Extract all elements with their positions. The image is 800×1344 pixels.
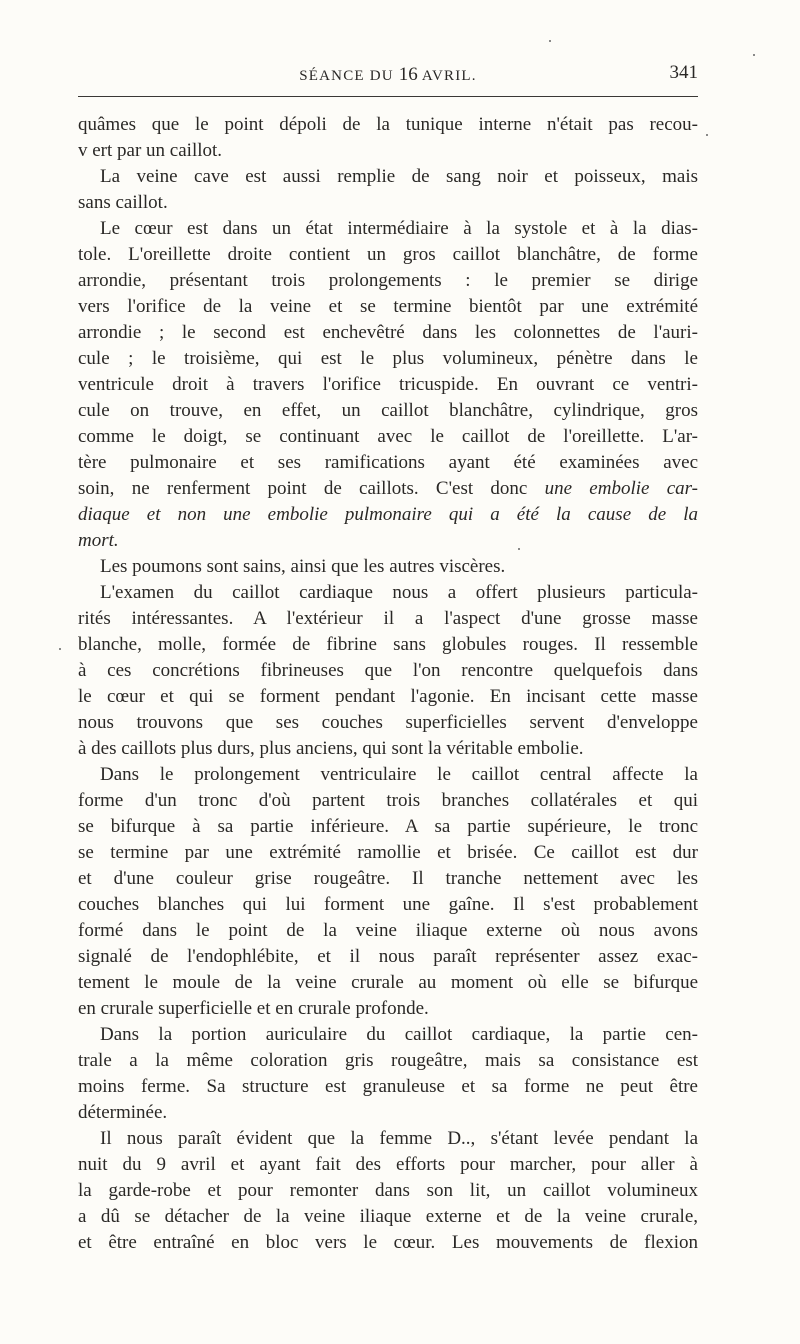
text-line: cule ; le troisième, qui est le plus volumineux, pénètre dans le [78,348,698,369]
text-line: forme d'un tronc d'où partent trois branches collatérales et qui [78,790,698,811]
text-line: la garde-robe et pour remonter dans son lit, un caillot volumineux [78,1180,698,1201]
text-line: Les poumons sont sains, ainsi que les autres viscères. [100,556,506,577]
page-number: 341 [669,62,698,83]
speck-mark [59,648,61,650]
text-line: Dans le prolongement ventriculaire le caillot central affecte la [100,764,698,785]
running-title [78,64,698,86]
body-text [78,112,698,1256]
text-line: Le cœur est dans un état intermédiaire à la systole et à la dias- [100,218,698,239]
text-line: quâmes que le point dépoli de la tunique interne n'était pas recou- [78,114,698,135]
text-line [78,476,698,502]
text-line: déterminée. [78,1102,168,1123]
italic-line: diaque et non une embolie pulmonaire qui a été la cause de la [78,504,698,525]
text-line: couches blanches qui lui forment une gaîne. Il s'est probablement [78,894,698,915]
text-line: Dans la portion auriculaire du caillot cardiaque, la partie cen- [100,1024,698,1045]
text-line: arrondie, présentant trois prolongements : le premier se dirige [78,270,698,291]
text-line: ventricule droit à travers l'orifice tricuspide. En ouvrant ce ventri- [78,374,698,395]
italic-line: mort. [78,530,119,551]
title-day: 16 [398,64,418,85]
text-line: se termine par une extrémité ramollie et brisée. Ce caillot est dur [78,842,698,863]
text-line: tole. L'oreillette droite contient un gros caillot blanchâtre, de forme [78,244,698,265]
title-suffix: AVRIL. [417,68,477,84]
text-line: et d'une couleur grise rougeâtre. Il tranche nettement avec les [78,868,698,889]
title-prefix: SÉANCE DU [299,68,399,84]
text-line: comme le doigt, se continuant avec le caillot de l'oreillette. L'ar- [78,426,698,447]
text-line: v ert par un caillot. [78,140,223,161]
text-line: vers l'orifice de la veine et se termine bientôt par une extrémité [78,296,698,317]
header-rule [78,96,698,97]
text-line: sans caillot. [78,192,168,213]
text-line: L'examen du caillot cardiaque nous a offert plusieurs particula- [100,582,698,603]
text-line: nuit du 9 avril et ayant fait des efforts pour marcher, pour aller à [78,1154,698,1175]
speck-mark [518,548,520,550]
text-line: nous trouvons que ses couches superficielles servent d'enveloppe [78,712,698,733]
speck-mark [549,40,551,42]
text-line: et être entraîné en bloc vers le cœur. Les mouvements de flexion [78,1232,698,1253]
text-run: soin, ne renferment point de caillots. C'est donc [78,478,545,499]
text-line: trale a la même coloration gris rougeâtre, mais sa consistance est [78,1050,698,1071]
text-line: rités intéressantes. A l'extérieur il a l'aspect d'une grosse masse [78,608,698,629]
text-line: blanche, molle, formée de fibrine sans globules rouges. Il ressemble [78,634,698,655]
text-line: le cœur et qui se forment pendant l'agonie. En incisant cette masse [78,686,698,707]
text-line: à des caillots plus durs, plus anciens, qui sont la véritable embolie. [78,738,584,759]
text-line: se bifurque à sa partie inférieure. A sa partie supérieure, le tronc [78,816,698,837]
speck-mark [753,54,755,56]
running-header [78,60,698,88]
text-line: formé dans le point de la veine iliaque externe où nous avons [78,920,698,941]
text-line: tement le moule de la veine crurale au moment où elle se bifurque [78,972,698,993]
text-line: tère pulmonaire et ses ramifications ayant été examinées avec [78,452,698,473]
text-line: à ces concrétions fibrineuses que l'on rencontre quelquefois dans [78,660,698,681]
text-line: a dû se détacher de la veine iliaque externe et de la veine crurale, [78,1206,698,1227]
text-line: cule on trouve, en effet, un caillot blanchâtre, cylindrique, gros [78,400,698,421]
italic-run: une embolie car- [544,478,698,499]
text-line: Il nous paraît évident que la femme D.., s'étant levée pendant la [100,1128,698,1149]
text-line: en crurale superficielle et en crurale profonde. [78,998,429,1019]
text-line: La veine cave est aussi remplie de sang noir et poisseux, mais [100,166,698,187]
text-line: arrondie ; le second est enchevêtré dans les colonnettes de l'auri- [78,322,698,343]
text-line: signalé de l'endophlébite, et il nous paraît représenter assez exac- [78,946,698,967]
text-line: moins ferme. Sa structure est granuleuse et sa forme ne peut être [78,1076,698,1097]
speck-mark [706,134,708,136]
